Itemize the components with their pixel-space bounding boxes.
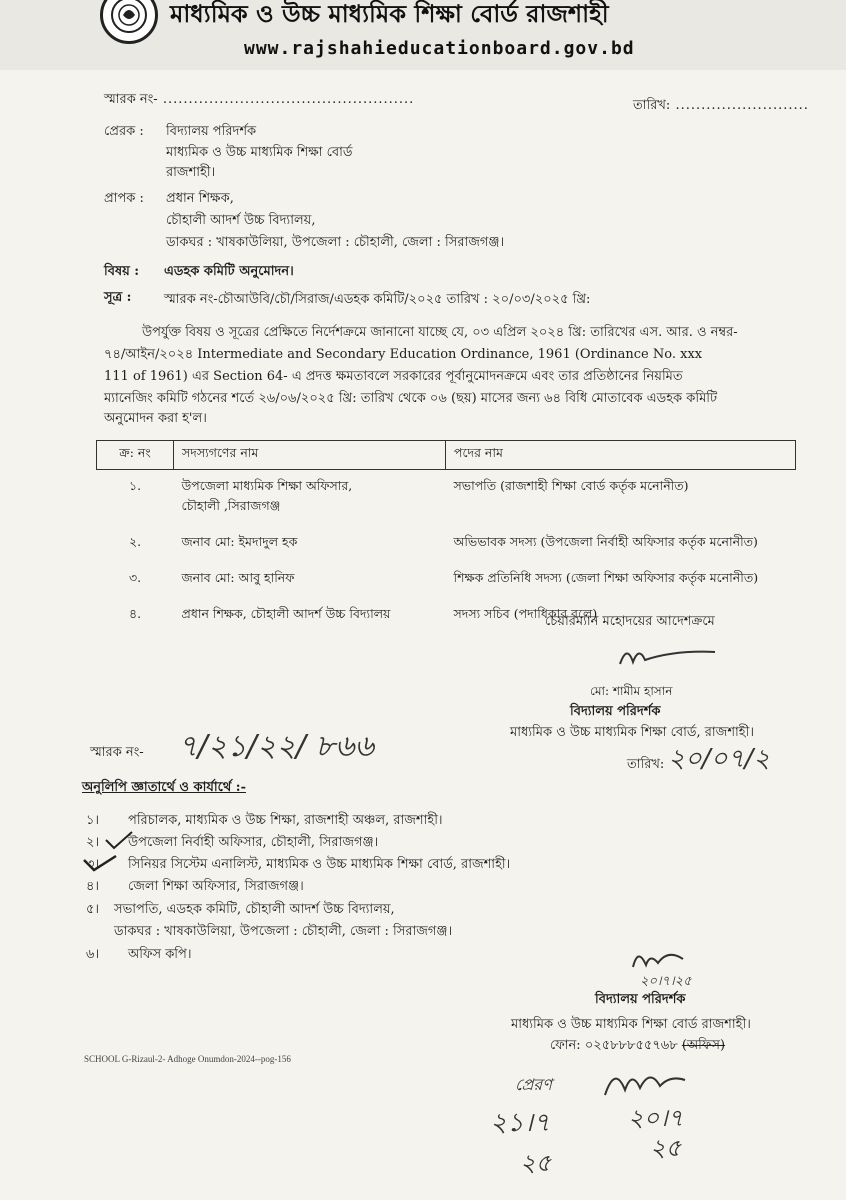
sender-line-2: মাধ্যমিক ও উচ্চ মাধ্যমিক শিক্ষা বোর্ড: [166, 145, 353, 160]
table-row: [97, 526, 796, 562]
row-position: সভাপতি (রাজশাহী শিক্ষা বোর্ড কর্তৃক মনোনীত): [453, 478, 689, 493]
copy-item-num: ৩।: [86, 857, 100, 872]
body-line-3: 111 of 1961) এর Section 64- এ প্রদত্ত ক্ষমতাবলে সরকারের পূর্বানুমোদনক্রমে এবং তার প্রতিষ্ঠানের নিয়মিত: [104, 369, 683, 384]
initials-signature-icon: [628, 945, 688, 975]
letterhead: [0, 0, 846, 70]
copy-item-text: সিনিয়র সিস্টেম এনালিস্ট, মাধ্যমিক ও উচ্চ মাধ্যমিক শিক্ষা বোর্ড, রাজশাহী।: [128, 857, 511, 872]
signatory-title: বিদ্যালয় পরিদর্শক: [570, 704, 661, 719]
copy-item-num: ১।: [86, 813, 100, 828]
copy-item-text: অফিস কপি।: [128, 947, 192, 962]
memo-date-2-handwritten: ২০/০৭/২: [668, 744, 771, 774]
reference-label: সূত্র :: [104, 290, 132, 305]
handwritten-note: ২১।৭: [490, 1108, 550, 1138]
handwritten-check-icon: [104, 830, 134, 850]
memo-number-2-handwritten: ৭/২১/২২/ ৮৬৬: [178, 729, 374, 764]
signature2-title: বিদ্যালয় পরিদর্শক: [595, 992, 686, 1007]
signature2-date: ২০।৭।২৫: [640, 974, 692, 989]
handwritten-note: ২৫: [650, 1134, 682, 1162]
memo-date: তারিখ: ..........................: [633, 98, 809, 113]
signatory-name: মো: শামীম হাসান: [590, 684, 673, 698]
row-position: অভিভাবক সদস্য (উপজেলা নির্বাহী অফিসার কর্তৃক মনোনীত): [453, 534, 758, 549]
copy-item-text: সভাপতি, এডহক কমিটি, চৌহালী আদর্শ উচ্চ বিদ্যালয়,: [114, 902, 395, 917]
row-position: সদস্য সচিব (পদাধিকার বলে): [453, 606, 598, 621]
copy-item-num: ৪।: [86, 879, 100, 894]
memo-date-2-label: তারিখ:: [627, 757, 665, 772]
copy-item-num: ২।: [86, 835, 100, 850]
row-serial: ৪.: [128, 606, 142, 621]
handwritten-note: প্রেরণ: [515, 1075, 552, 1094]
recipient-label: প্রাপক :: [104, 191, 144, 206]
board-website: www.rajshahieducationboard.gov.bd: [244, 38, 635, 59]
header-position: পদের নাম: [446, 441, 796, 470]
memo-number-2-label: স্মারক নং-: [90, 745, 144, 760]
row-serial: ২.: [128, 534, 142, 549]
committee-table: [96, 440, 796, 634]
subject-label: বিষয় :: [104, 264, 140, 279]
handwritten-note: ২০।৭: [628, 1104, 684, 1132]
signature2-org: মাধ্যমিক ও উচ্চ মাধ্যমিক শিক্ষা বোর্ড রাজশাহী।: [511, 1017, 751, 1032]
copy-item-num: ৬।: [86, 947, 100, 962]
header-member-name: সদস্যগণের নাম: [174, 441, 446, 470]
copy-item-text: ডাকঘর : খাষকাউলিয়া, উপজেলা : চৌহালী, জেলা : সিরাজগঞ্জ।: [114, 924, 453, 939]
recipient-line-3: ডাকঘর : খাষকাউলিয়া, উপজেলা : চৌহালী, জেলা : সিরাজগঞ্জ।: [166, 235, 505, 250]
handwritten-signature-icon: [600, 1060, 690, 1105]
order-line: চেয়ারম্যান মহোদয়ের আদেশক্রমে: [545, 614, 715, 629]
row-position: শিক্ষক প্রতিনিধি সদস্য (জেলা শিক্ষা অফিসার কর্তৃক মনোনীত): [453, 570, 759, 585]
handwritten-check-icon: [82, 852, 118, 872]
table-row: [97, 470, 796, 527]
copy-item-num: ৫।: [86, 902, 100, 917]
header-serial: ক্র: নং: [97, 441, 174, 470]
row-member-name: উপজেলা মাধ্যমিক শিক্ষা অফিসার, চৌহালী ,সিরাজগঞ্জ: [181, 478, 353, 513]
row-serial: ১.: [128, 478, 142, 493]
table-row: [97, 562, 796, 598]
copy-item-text: উপজেলা নির্বাহী অফিসার, চৌহালী, সিরাজগঞ্জ।: [128, 835, 379, 850]
table-header-row: [97, 441, 796, 470]
recipient-line-2: চৌহালী আদর্শ উচ্চ বিদ্যালয়,: [166, 213, 316, 228]
subject-text: এডহক কমিটি অনুমোদন।: [164, 264, 294, 279]
footer-file-code: SCHOOL G-Rizaul-2- Adhoge Onumdon-2024--pog-156: [84, 1054, 291, 1064]
board-emblem-icon: [100, 0, 158, 44]
row-member-name: জনাব মো: ইমদাদুল হক: [181, 534, 298, 549]
signature-icon: [615, 636, 725, 676]
memo-number: স্মারক নং- .................................................: [104, 92, 415, 107]
body-line-4: ম্যানেজিং কমিটি গঠনের শর্তে ২৬/০৬/২০২৫ খ্রি: তারিখ থেকে ০৬ (ছয়) মাসের জন্য ৬৪ বিধি মোতাবেক এডহক কমিটি: [104, 391, 718, 406]
copy-item-text: জেলা শিক্ষা অফিসার, সিরাজগঞ্জ।: [128, 879, 304, 894]
signature2-phone: ফোন: ০২৫৮৮৮৫৫৭৬৮ (অফিস): [550, 1038, 726, 1053]
reference-text: স্মারক নং-চৌআউবি/চৌ/সিরাজ/এডহক কমিটি/২০২৫ তারিখ : ২০/০৩/২০২৫ খ্রি:: [164, 292, 591, 307]
body-line-1: উপর্যুক্ত বিষয় ও সূত্রের প্রেক্ষিতে নির্দেশক্রমে জানানো যাচ্ছে যে, ০৩ এপ্রিল ২০২৪ খ্রি: তারিখের এস. আর. ও নম্বর-: [142, 325, 738, 340]
recipient-line-1: প্রধান শিক্ষক,: [166, 191, 234, 206]
handwritten-note: ২৫: [520, 1149, 552, 1177]
signatory-org: মাধ্যমিক ও উচ্চ মাধ্যমিক শিক্ষা বোর্ড, রাজশাহী।: [510, 725, 754, 740]
body-line-5: অনুমোদন করা হ'ল।: [104, 411, 207, 426]
row-serial: ৩.: [128, 570, 142, 585]
copies-title: অনুলিপি জ্ঞাতার্থে ও কার্যার্থে :-: [82, 780, 246, 795]
copy-item-text: পরিচালক, মাধ্যমিক ও উচ্চ শিক্ষা, রাজশাহী অঞ্চল, রাজশাহী।: [128, 813, 443, 828]
board-name: মাধ্যমিক ও উচ্চ মাধ্যমিক শিক্ষা বোর্ড রাজশাহী: [170, 0, 609, 28]
sender-label: প্রেরক :: [104, 124, 144, 139]
body-line-2: ৭৪/আইন/২০২৪ Intermediate and Secondary Education Ordinance, 1961 (Ordinance No. xxx: [104, 347, 703, 362]
row-member-name: প্রধান শিক্ষক, চৌহালী আদর্শ উচ্চ বিদ্যালয়: [181, 606, 391, 621]
sender-line-1: বিদ্যালয় পরিদর্শক: [166, 124, 257, 139]
sender-line-3: রাজশাহী।: [166, 165, 216, 180]
row-member-name: জনাব মো: আবু হানিফ: [181, 570, 295, 585]
